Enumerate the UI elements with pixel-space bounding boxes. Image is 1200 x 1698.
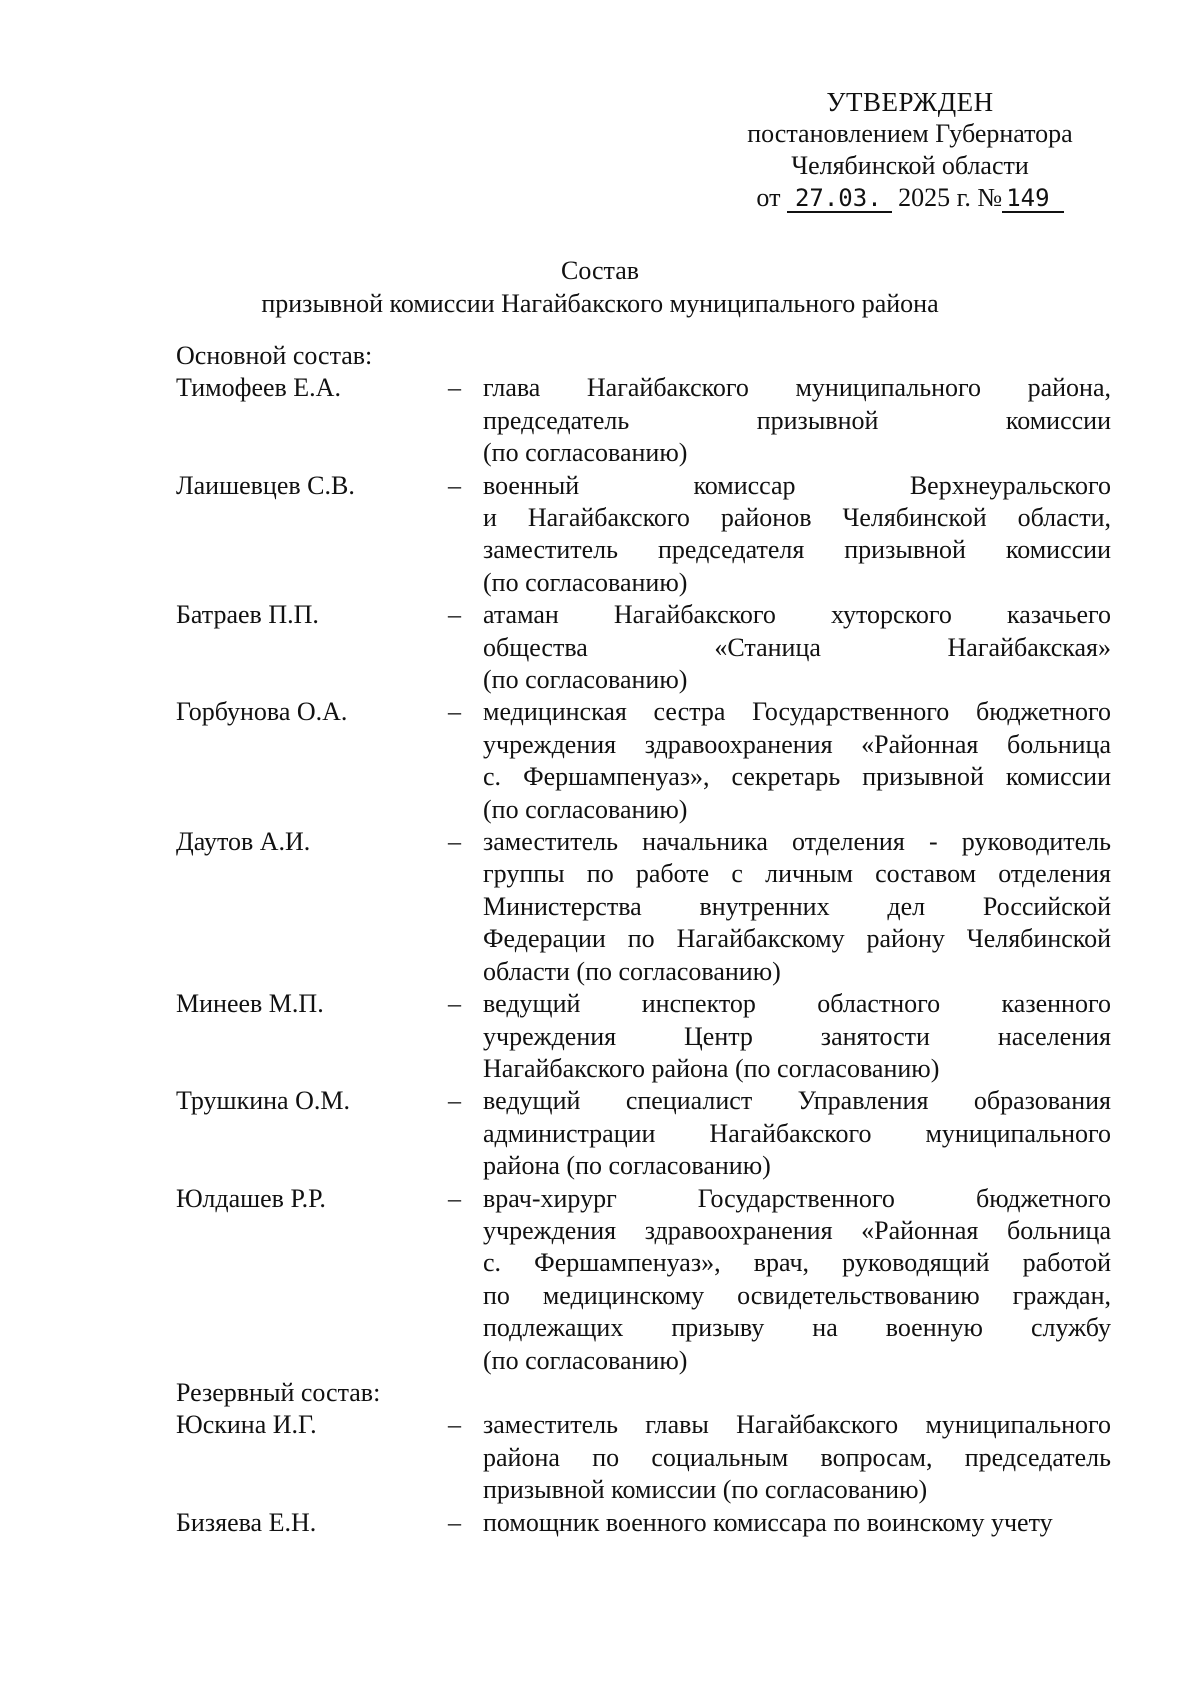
member-dash: – <box>448 470 461 500</box>
member-row <box>176 470 1136 600</box>
member-position-line: Федерации по Нагайбакскому району Челябинской <box>483 924 1111 954</box>
member-position-line: заместитель председателя призывной комиссии <box>483 535 1111 565</box>
member-name: Батраев П.П. <box>176 600 319 630</box>
member-position <box>483 372 1111 469</box>
member-position-line: по медицинскому освидетельствованию граждан, <box>483 1280 1111 1310</box>
member-position-line: района (по согласованию) <box>483 1151 771 1181</box>
title-line-2: призывной комиссии Нагайбакского муниципального района <box>261 289 939 318</box>
member-position-line: (по согласованию) <box>483 567 688 597</box>
member-dash: – <box>448 697 461 727</box>
member-position-line: группы по работе с личным составом отделения <box>483 859 1111 889</box>
member-position-line: учреждения Центр занятости населения <box>483 1021 1111 1051</box>
year-text: 2025 г. <box>898 183 971 212</box>
member-position-line: заместитель главы Нагайбакского муниципального <box>483 1410 1111 1440</box>
handwritten-date: 27.03. <box>787 185 892 213</box>
member-name: Бизяева Е.Н. <box>176 1507 317 1537</box>
reserve-section-heading: Резервный состав: <box>176 1377 381 1407</box>
member-row <box>176 372 1136 469</box>
member-row <box>176 1507 1136 1539</box>
member-row <box>176 1409 1136 1506</box>
document-title <box>100 254 1100 320</box>
member-dash: – <box>448 1507 461 1537</box>
approval-date-line <box>700 182 1120 214</box>
member-position <box>483 470 1111 600</box>
main-members-list <box>176 372 1136 1377</box>
member-position-line: атаман Нагайбакского хуторского казачьего <box>483 600 1111 630</box>
member-position-line: глава Нагайбакского муниципального района, <box>483 373 1111 403</box>
member-position-line: (по согласованию) <box>483 1345 688 1375</box>
member-position-line: помощник военного комиссара по воинскому учету <box>483 1507 1053 1537</box>
member-position-line: медицинская сестра Государственного бюджетного <box>483 697 1111 727</box>
member-name: Лаишевцев С.В. <box>176 470 355 500</box>
member-position-line: (по согласованию) <box>483 794 688 824</box>
handwritten-number: 149 <box>1002 185 1063 213</box>
member-dash: – <box>448 827 461 857</box>
member-position <box>483 826 1111 988</box>
member-position-line: призывной комиссии (по согласованию) <box>483 1475 928 1505</box>
approval-line-2: Челябинской области <box>791 151 1029 180</box>
from-label: от <box>756 183 781 212</box>
member-position <box>483 1507 1111 1539</box>
member-dash: – <box>448 989 461 1019</box>
member-name: Горбунова О.А. <box>176 697 348 727</box>
commission-roster <box>176 340 1136 1539</box>
member-dash: – <box>448 1183 461 1213</box>
member-position-line: ведущий инспектор областного казенного <box>483 989 1111 1019</box>
member-position-line: области (по согласованию) <box>483 956 781 986</box>
member-dash: – <box>448 1086 461 1116</box>
member-position-line: (по согласованию) <box>483 665 688 695</box>
member-position-line: Министерства внутренних дел Российской <box>483 891 1111 921</box>
member-dash: – <box>448 600 461 630</box>
member-position-line: района по социальным вопросам, председатель <box>483 1442 1111 1472</box>
member-row <box>176 1183 1136 1377</box>
member-position-line: председатель призывной комиссии <box>483 405 1111 435</box>
member-position-line: Нагайбакского района (по согласованию) <box>483 1053 940 1083</box>
member-position-line: с. Фершампенуаз», врач, руководящий работой <box>483 1248 1111 1278</box>
approval-word: УТВЕРЖДЕН <box>826 87 994 117</box>
member-position-line: врач-хирург Государственного бюджетного <box>483 1183 1111 1213</box>
member-position-line: (по согласованию) <box>483 438 688 468</box>
main-section-heading: Основной состав: <box>176 341 373 370</box>
member-position <box>483 696 1111 826</box>
member-name: Трушкина О.М. <box>176 1086 350 1116</box>
member-row <box>176 696 1136 826</box>
member-position-line: учреждения здравоохранения «Районная больница <box>483 1215 1111 1245</box>
member-row <box>176 988 1136 1085</box>
approval-stamp <box>700 86 1120 214</box>
member-position <box>483 988 1111 1085</box>
member-position-line: заместитель начальника отделения - руководитель <box>483 827 1111 857</box>
member-position <box>483 1409 1111 1506</box>
member-position-line: подлежащих призыву на военную службу <box>483 1313 1111 1343</box>
member-row <box>176 826 1136 988</box>
approval-line-1: постановлением Губернатора <box>747 119 1073 148</box>
member-position <box>483 1183 1111 1377</box>
member-name: Даутов А.И. <box>176 827 311 857</box>
member-name: Тимофеев Е.А. <box>176 373 341 403</box>
member-position-line: военный комиссар Верхнеуральского <box>483 470 1111 500</box>
member-position-line: общества «Станица Нагайбакская» <box>483 632 1111 662</box>
member-dash: – <box>448 373 461 403</box>
member-position-line: учреждения здравоохранения «Районная больница <box>483 729 1111 759</box>
number-label: № <box>977 183 1003 212</box>
member-dash: – <box>448 1410 461 1440</box>
member-row <box>176 1085 1136 1182</box>
member-position-line: ведущий специалист Управления образования <box>483 1086 1111 1116</box>
member-name: Юскина И.Г. <box>176 1410 317 1440</box>
member-row <box>176 599 1136 696</box>
member-position-line: администрации Нагайбакского муниципального <box>483 1118 1111 1148</box>
reserve-members-list <box>176 1409 1136 1539</box>
member-name: Минеев М.П. <box>176 989 324 1019</box>
member-name: Юлдашев Р.Р. <box>176 1183 326 1213</box>
member-position-line: и Нагайбакского районов Челябинской области, <box>483 503 1111 533</box>
member-position <box>483 1085 1111 1182</box>
member-position-line: с. Фершампенуаз», секретарь призывной комиссии <box>483 762 1111 792</box>
member-position <box>483 599 1111 696</box>
title-line-1: Состав <box>560 256 640 285</box>
